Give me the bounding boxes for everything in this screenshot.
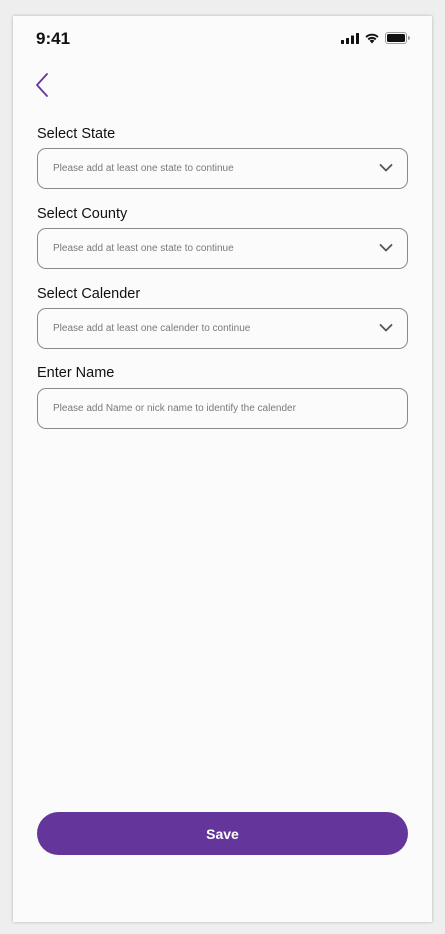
county-placeholder: Please add at least one state to continue (53, 243, 234, 254)
signal-icon (341, 33, 359, 44)
county-select[interactable] (37, 228, 408, 269)
battery-icon (385, 32, 410, 44)
calender-placeholder: Please add at least one calender to continue (53, 323, 251, 334)
status-icons (341, 32, 410, 44)
chevron-left-icon (31, 70, 57, 100)
state-select[interactable] (37, 148, 408, 189)
state-label: Select State (37, 126, 116, 142)
name-input[interactable] (38, 389, 407, 428)
status-time: 9:41 (36, 29, 71, 48)
state-placeholder: Please add at least one state to continue (53, 163, 234, 174)
wifi-icon (364, 32, 380, 44)
chevron-down-icon (379, 243, 393, 253)
chevron-down-icon (379, 163, 393, 173)
back-button[interactable] (31, 70, 57, 100)
save-button[interactable]: Save (37, 812, 408, 855)
calender-select[interactable] (37, 308, 408, 349)
name-field[interactable] (37, 388, 408, 429)
name-label: Enter Name (37, 365, 115, 381)
calender-label: Select Calender (37, 286, 141, 302)
status-bar (13, 16, 432, 62)
phone-screen (13, 16, 432, 922)
chevron-down-icon (379, 323, 393, 333)
county-label: Select County (37, 206, 128, 222)
